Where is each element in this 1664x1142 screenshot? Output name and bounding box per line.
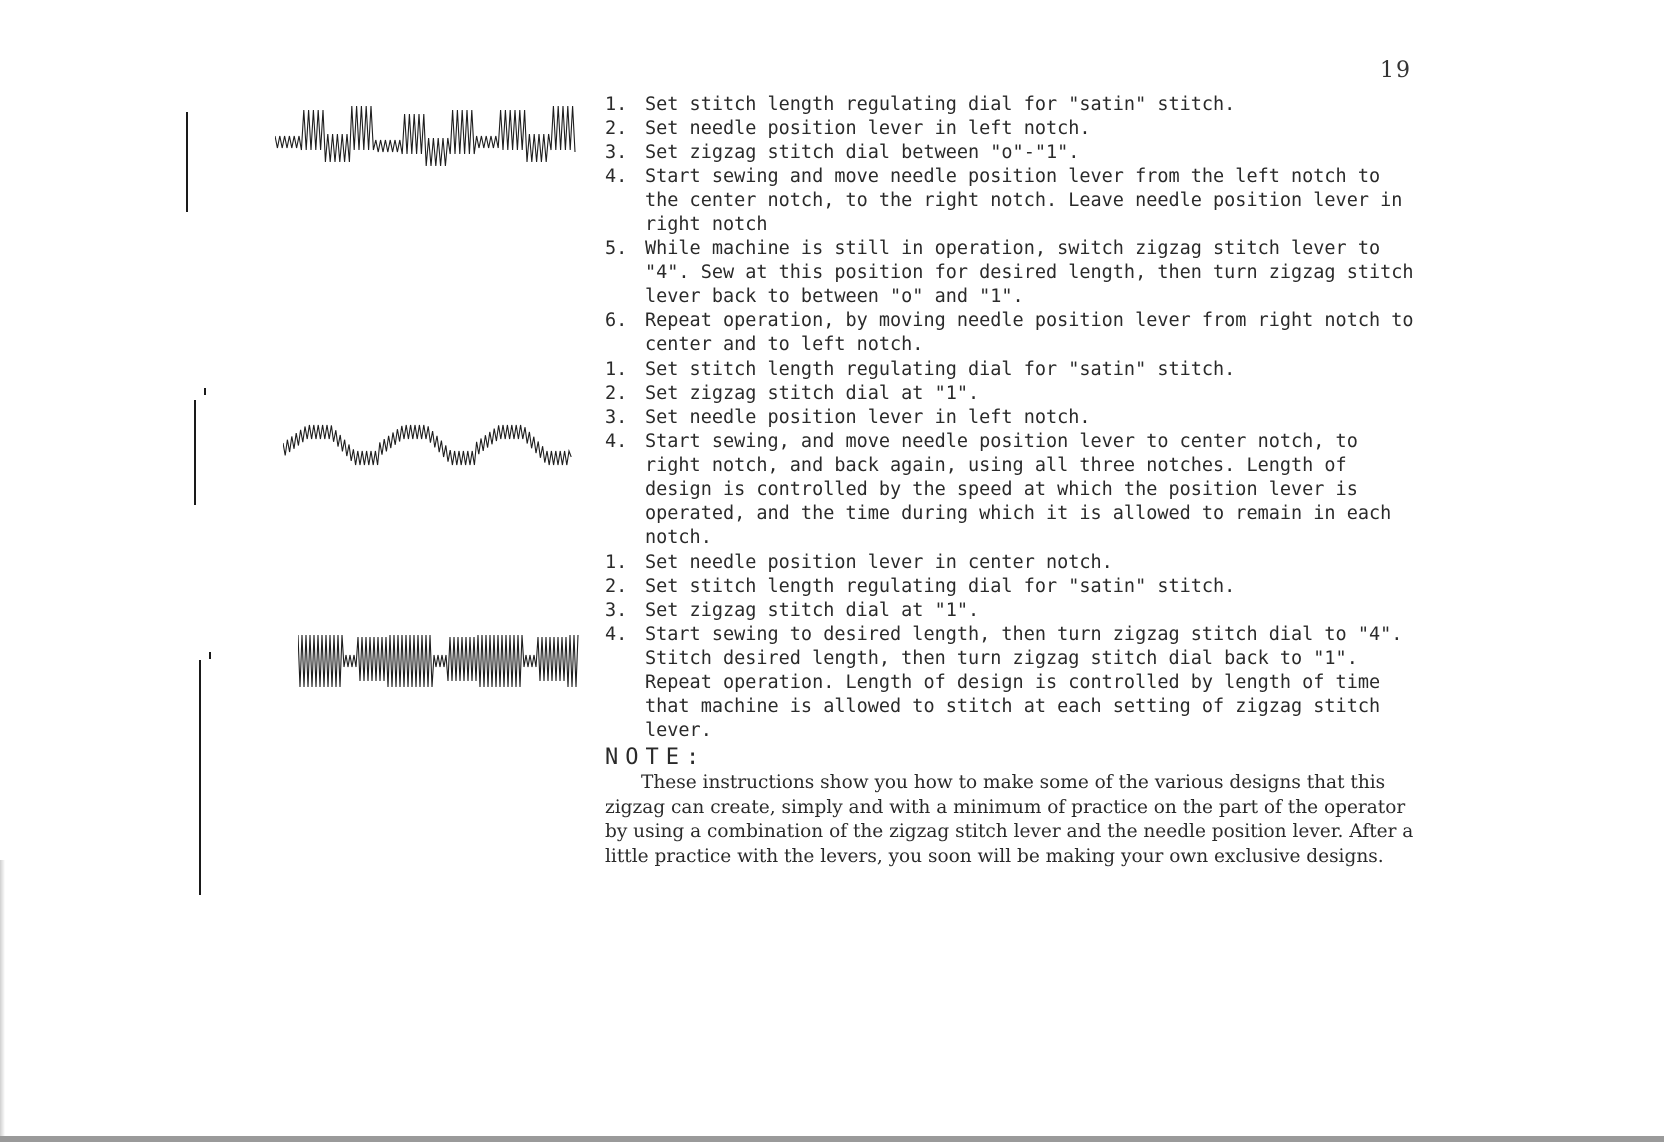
scan-margin-line-3: [199, 660, 201, 895]
note-body: These instructions show you how to make some of the various designs that this zigzag can create, simply and with a minimum of practice on the part of the operator by using a combination of the zigzag stitch lever and the needle position lever. After a little practice with the levers, you soon will be making your own exclusive designs.: [605, 772, 1414, 867]
step-number: 1.: [605, 552, 628, 573]
page-number: 19: [1380, 58, 1412, 83]
scan-left-edge: [0, 860, 5, 1140]
step-text: Start sewing and move needle position lever from the left notch to the center notch, to the right notch. Leave needle position lever in right notch: [645, 166, 1403, 235]
instruction-step: [605, 406, 1415, 430]
scan-margin-dot: [204, 388, 206, 395]
step-number: 2.: [605, 383, 628, 404]
stitch-pattern-3-illustration: [298, 625, 588, 700]
step-text: Set zigzag stitch dial at "1".: [645, 600, 980, 621]
scan-margin-line-2: [194, 400, 196, 505]
stitch-pattern-2-illustration: [283, 410, 583, 490]
instruction-section-3: [605, 551, 1415, 743]
scan-bottom-edge: [0, 1136, 1664, 1142]
step-number: 2.: [605, 118, 628, 139]
instruction-step: [605, 165, 1415, 237]
step-text: While machine is still in operation, switch zigzag stitch lever to "4". Sew at this position for desired length, then turn zigzag stitch lever back to between "o" and "1".: [645, 238, 1414, 307]
instructions-column: [605, 93, 1415, 869]
stitch-pattern-2-stitch-line: [283, 425, 571, 465]
stitch-pattern-1-illustration: [275, 100, 585, 180]
stitch-pattern-3-stitch-line: [298, 635, 578, 687]
step-text: Repeat operation, by moving needle position lever from right notch to center and to left notch.: [645, 310, 1414, 355]
instruction-step: [605, 430, 1415, 550]
note-heading: NOTE:: [605, 745, 707, 770]
step-number: 3.: [605, 407, 628, 428]
step-text: Set stitch length regulating dial for "satin" stitch.: [645, 94, 1236, 115]
instruction-step: [605, 93, 1415, 117]
scan-margin-dot: [209, 652, 211, 659]
instruction-step: [605, 551, 1415, 575]
step-number: 1.: [605, 359, 628, 380]
instruction-step: [605, 117, 1415, 141]
step-text: Start sewing, and move needle position lever to center notch, to right notch, and back again, using all three notches. Length of design is controlled by the speed at which the position lever is operated, and the time during which it is allowed to remain in each notch.: [645, 431, 1392, 548]
step-number: 4.: [605, 431, 628, 452]
step-text: Start sewing to desired length, then turn zigzag stitch dial to "4". Stitch desired length, then turn zigzag stitch dial back to "1". Repeat operation. Length of design is controlled by length of time that machine is allowed to stitch at each setting of zigzag stitch lever.: [645, 624, 1403, 741]
step-text: Set stitch length regulating dial for "satin" stitch.: [645, 359, 1236, 380]
step-text: Set needle position lever in center notch.: [645, 552, 1113, 573]
step-text: Set needle position lever in left notch.: [645, 118, 1091, 139]
step-text: Set needle position lever in left notch.: [645, 407, 1091, 428]
step-text: Set zigzag stitch dial at "1".: [645, 383, 980, 404]
step-number: 3.: [605, 142, 628, 163]
scan-margin-line-1: [186, 112, 188, 212]
instruction-step: [605, 599, 1415, 623]
instruction-step: [605, 575, 1415, 599]
step-number: 4.: [605, 166, 628, 187]
step-text: Set zigzag stitch dial between "o"-"1".: [645, 142, 1080, 163]
step-number: 2.: [605, 576, 628, 597]
instruction-step: [605, 237, 1415, 309]
instruction-section-2: [605, 358, 1415, 550]
instruction-step: [605, 382, 1415, 406]
step-number: 6.: [605, 310, 628, 331]
instruction-step: [605, 623, 1415, 743]
step-number: 1.: [605, 94, 628, 115]
step-number: 4.: [605, 624, 628, 645]
instruction-step: [605, 141, 1415, 165]
stitch-pattern-1-stitch-line: [275, 106, 575, 166]
instruction-step: [605, 309, 1415, 357]
step-number: 5.: [605, 238, 628, 259]
step-text: Set stitch length regulating dial for "satin" stitch.: [645, 576, 1236, 597]
instruction-step: [605, 358, 1415, 382]
step-number: 3.: [605, 600, 628, 621]
instruction-section-1: [605, 93, 1415, 357]
